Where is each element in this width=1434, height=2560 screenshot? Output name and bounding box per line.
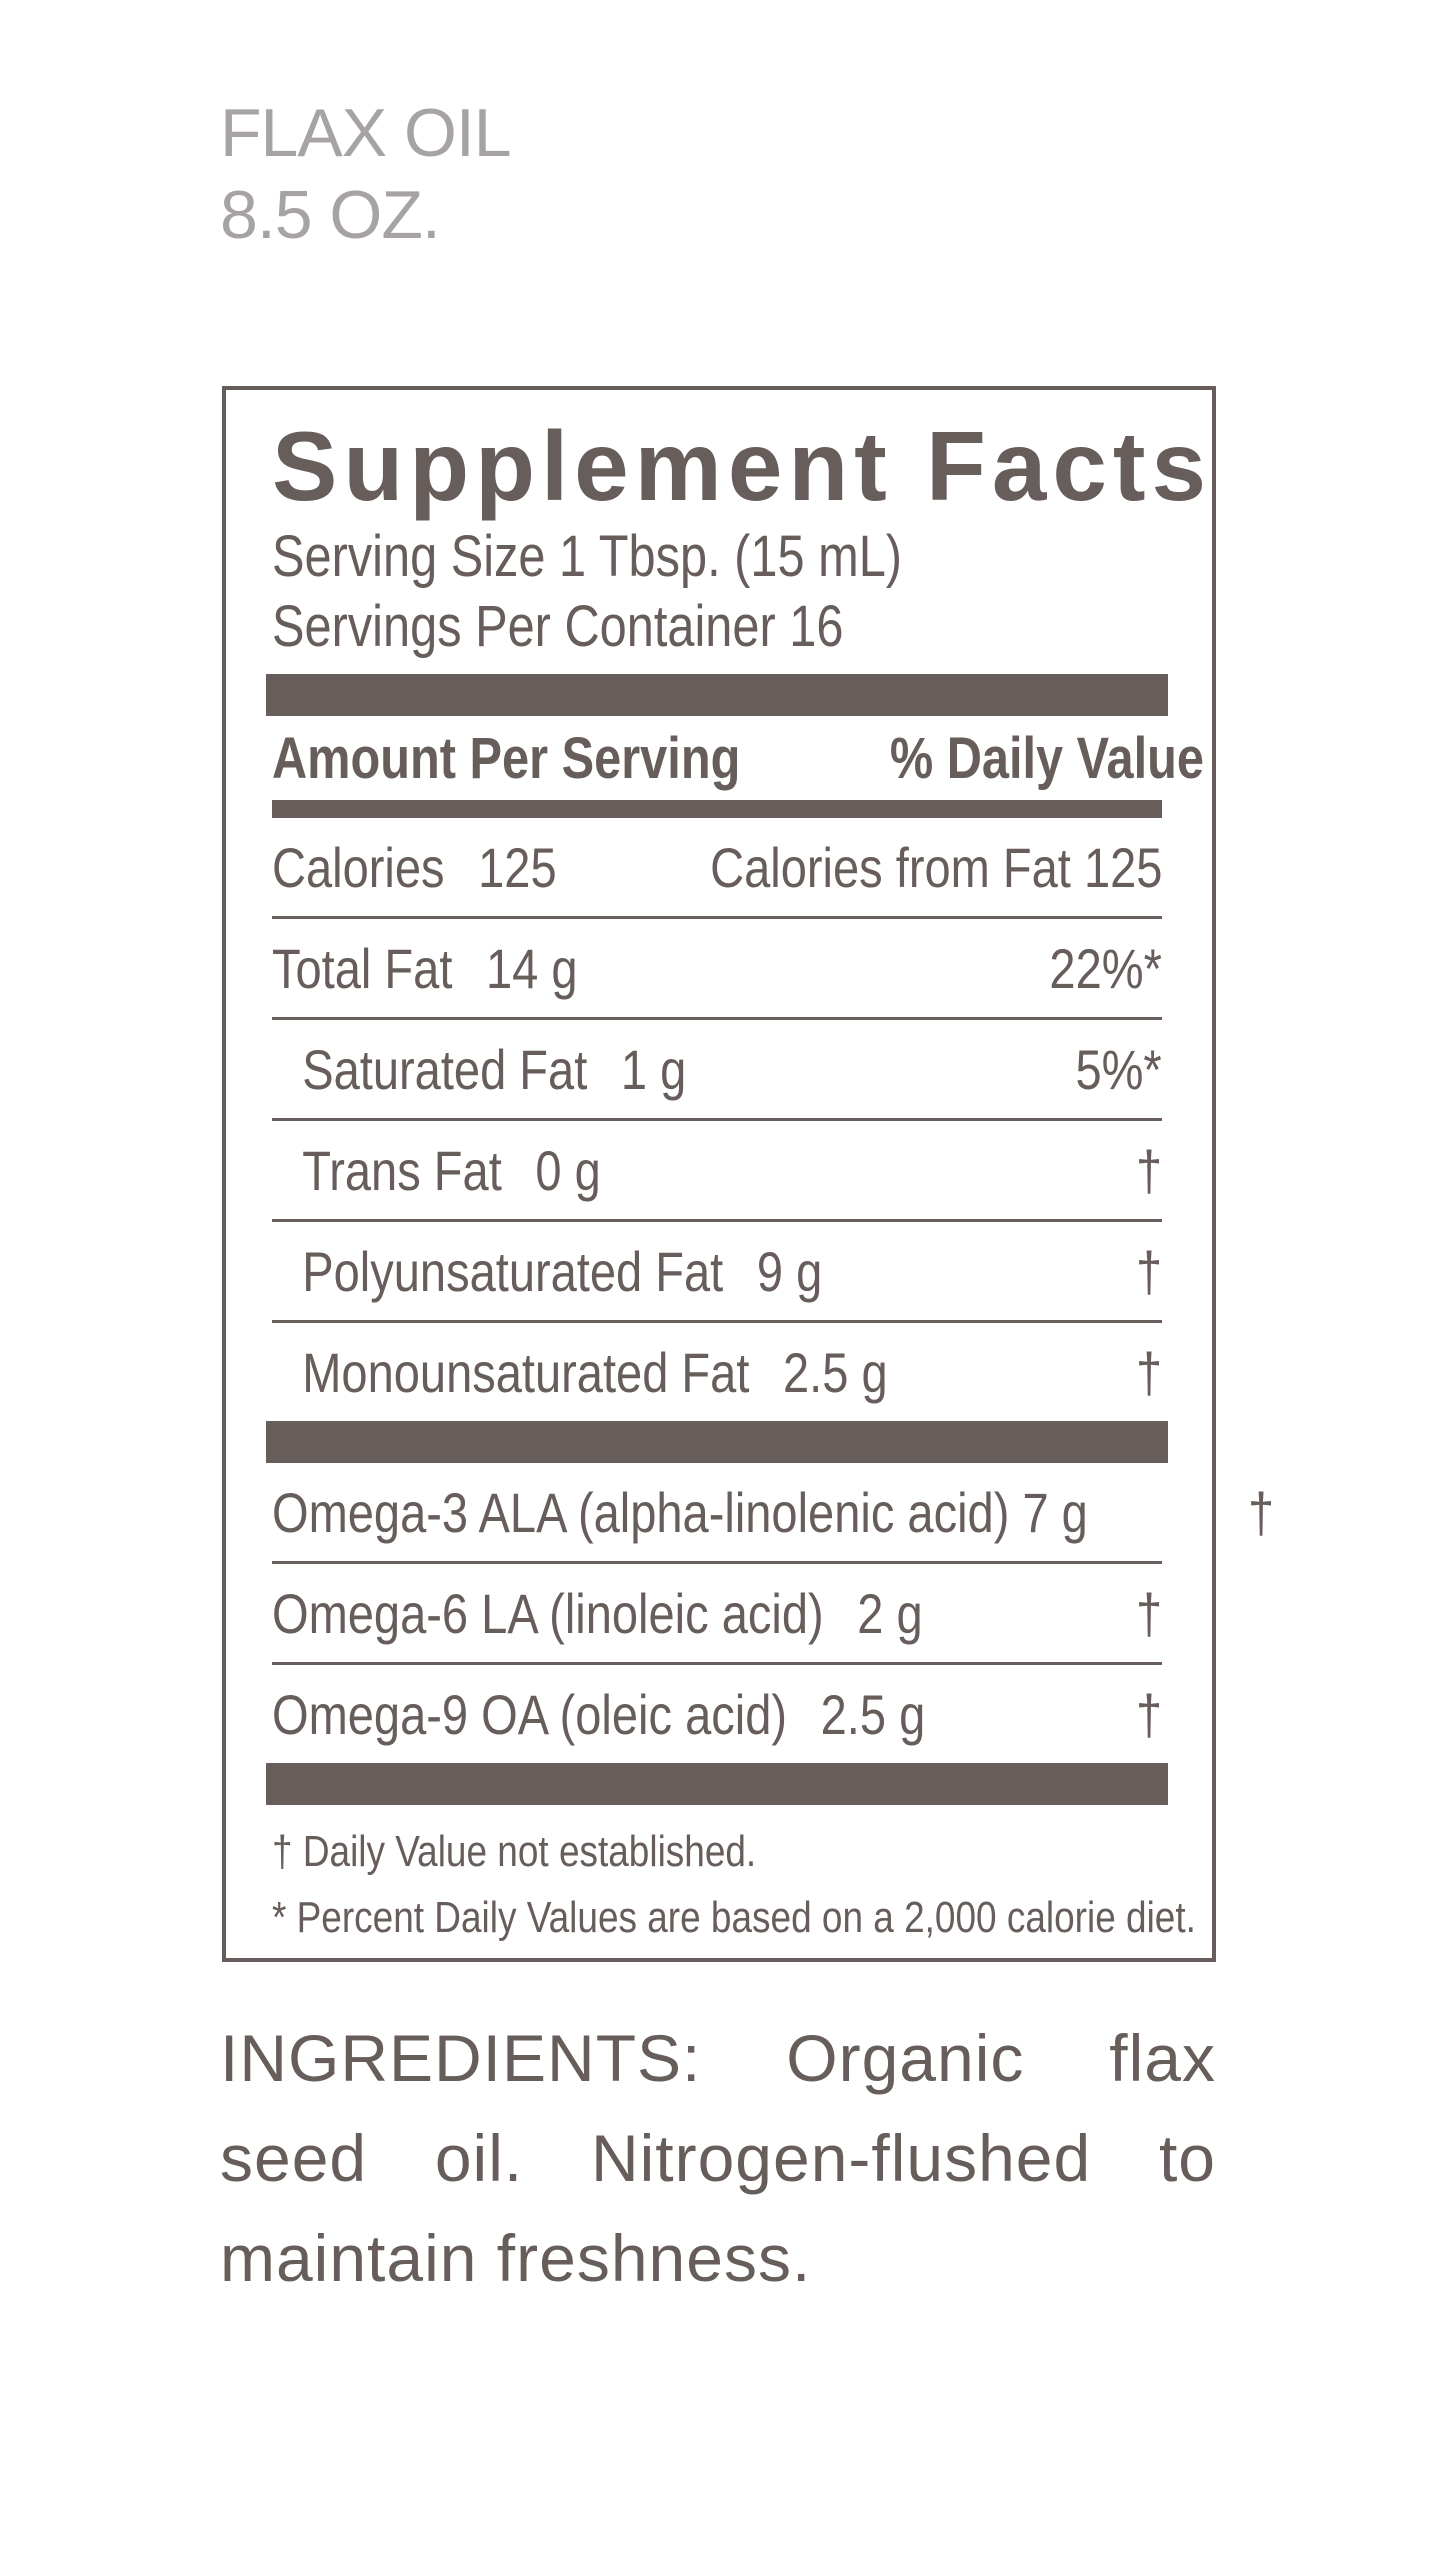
facts-title: Supplement Facts — [272, 411, 1213, 521]
nutrient-row — [272, 1665, 1162, 1763]
nutrient-row — [272, 1564, 1162, 1662]
nutrient-daily-value: † — [1135, 1340, 1162, 1404]
nutrient-label: Total Fat — [272, 936, 453, 1000]
nutrient-amount: 7 g — [1022, 1480, 1088, 1544]
calories-from-fat-value: 125 — [1083, 835, 1162, 899]
ingredients-text: INGREDIENTS: Organic flax seed oil. Nitrogen-flushed to maintain freshness. — [220, 2021, 1216, 2295]
divider-bar — [272, 800, 1162, 818]
nutrient-row — [272, 1020, 1162, 1118]
footnote-dagger: † Daily Value not established. — [272, 1827, 757, 1876]
nutrient-amount: 1 g — [620, 1037, 687, 1101]
nutrient-daily-value: † — [1248, 1480, 1275, 1544]
nutrient-daily-value: 5%* — [1075, 1037, 1162, 1101]
nutrient-row — [272, 1463, 1275, 1561]
amount-per-serving-label: Amount Per Serving — [272, 725, 741, 791]
divider-bar — [266, 1421, 1168, 1463]
nutrient-daily-value: † — [1135, 1682, 1162, 1746]
calories-from-fat-label: Calories from Fat — [709, 835, 1071, 899]
nutrient-daily-value: † — [1135, 1239, 1162, 1303]
nutrient-daily-value: 22%* — [1049, 936, 1162, 1000]
nutrient-amount: 14 g — [486, 936, 578, 1000]
nutrient-label: Omega-3 ALA (alpha-linolenic acid) — [272, 1480, 1010, 1544]
nutrient-label: Saturated Fat — [302, 1037, 588, 1101]
divider-bar — [266, 1763, 1168, 1805]
nutrient-label: Trans Fat — [302, 1138, 502, 1202]
product-name: FLAX OIL — [220, 95, 511, 171]
supplement-facts-content — [272, 410, 1275, 1951]
nutrient-daily-value: † — [1135, 1581, 1162, 1645]
servings-per-container: Servings Per Container 16 — [272, 594, 844, 659]
product-size: 8.5 OZ. — [220, 177, 440, 253]
calories-label: Calories — [272, 835, 445, 899]
nutrient-row — [272, 1222, 1162, 1320]
nutrient-amount: 2.5 g — [820, 1682, 926, 1746]
nutrient-label: Omega-9 OA (oleic acid) — [272, 1682, 788, 1746]
serving-size: Serving Size 1 Tbsp. (15 mL) — [272, 524, 903, 589]
daily-value-label: % Daily Value — [889, 725, 1204, 791]
nutrient-amount: 2 g — [857, 1581, 923, 1645]
nutrient-amount: 2.5 g — [782, 1340, 888, 1404]
calories-value: 125 — [478, 835, 557, 899]
nutrient-label: Polyunsaturated Fat — [302, 1239, 724, 1303]
divider-bar — [266, 674, 1168, 716]
footnote-asterisk: * Percent Daily Values are based on a 2,000 calorie diet. — [272, 1893, 1196, 1942]
nutrient-row — [272, 919, 1162, 1017]
nutrient-amount: 9 g — [756, 1239, 823, 1303]
supplement-facts-panel — [222, 386, 1275, 1962]
nutrient-label: Omega-6 LA (linoleic acid) — [272, 1581, 824, 1645]
calories-row — [272, 818, 1162, 916]
nutrient-amount: 0 g — [535, 1138, 601, 1202]
nutrient-row — [272, 1323, 1162, 1421]
product-header — [220, 92, 511, 256]
nutrient-daily-value: † — [1135, 1138, 1162, 1202]
nutrient-row — [272, 1121, 1162, 1219]
amount-header-row — [272, 716, 1204, 800]
nutrient-label: Monounsaturated Fat — [302, 1340, 750, 1404]
